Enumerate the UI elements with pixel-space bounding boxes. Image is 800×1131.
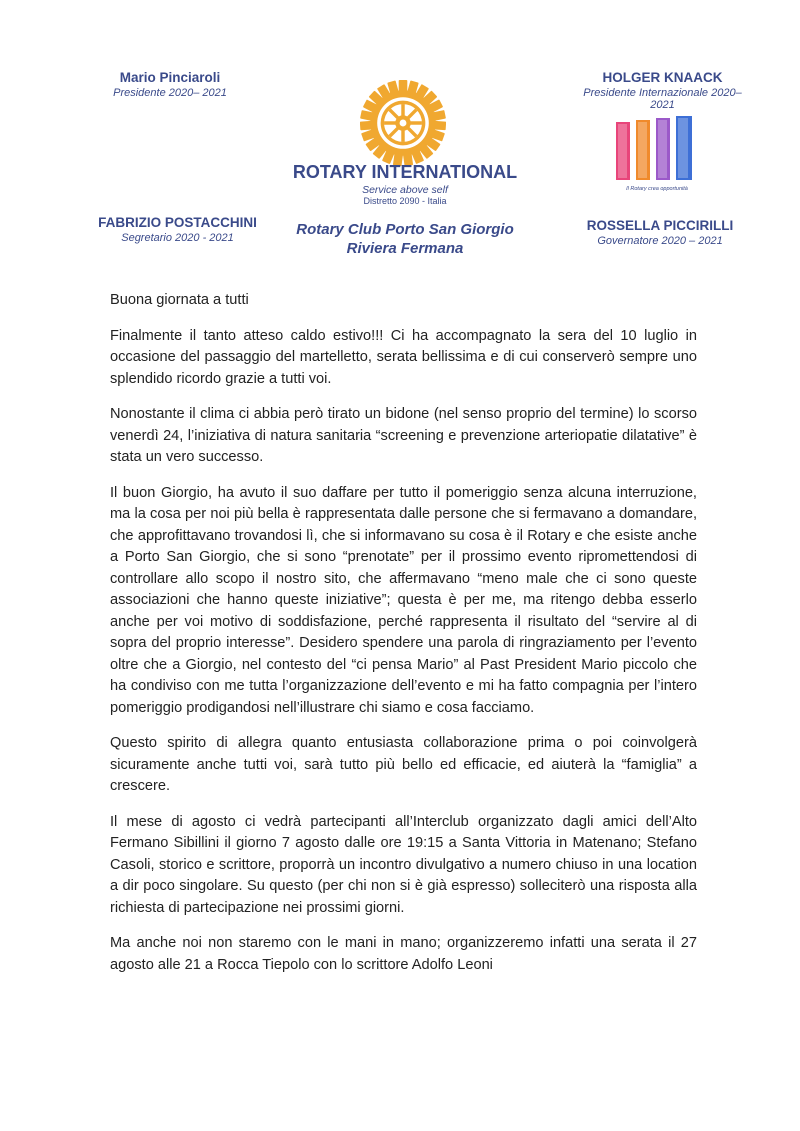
organization-name: ROTARY INTERNATIONAL bbox=[292, 162, 518, 182]
club-name-line1: Rotary Club Porto San Giorgio bbox=[296, 221, 514, 238]
secretary-name: FABRIZIO POSTACCHINI bbox=[98, 215, 257, 230]
club-name bbox=[270, 220, 540, 258]
letter-body bbox=[110, 290, 697, 990]
international-president-block bbox=[570, 70, 755, 111]
governor-role: Governatore 2020 – 2021 bbox=[597, 235, 723, 247]
paragraph: Il buon Giorgio, ha avuto il suo daffare per tutto il pomeriggio senza alcuna interruzione, ma la cosa per noi più bella è rappresentata dalle persone che si fermavano a domandare, che approfittavano trovandosi lì, che si informavano su cosa è il Rotary e che esiste anche a Porto San Giorgio, che si sono “prenotate” per il prossimo evento ripromettendosi di controllare allo scopo il nostro sito, che affermavano “meno male che ci sono queste associazioni che hanno queste iniziative”; questa è per me, ma ritengo debba esserlo anche per voi motivo di soddisfazione, perché rappresenta il risultato del “servire al di sopra del proprio interesse”. Desidero spendere una parola di ringraziamento per l’evento oltre che a Giorgio, nel contesto del “ci pensa Mario” al Past President Mario piccolo che ha condiviso con me tutta l’organizzazione dell’evento e mi ha fatto compagnia per l’intero pomeriggio prodigandosi nell’illustrare chi siamo e cosa facciamo. bbox=[110, 484, 697, 716]
governor-block bbox=[560, 218, 760, 247]
paragraph: Questo spirito di allegra quanto entusiasta collaborazione prima o poi coinvolgerà sicuramente anche tutti voi, sarà tutto più bello ed efficacie, ed aiuterà la “famiglia” a crescere. bbox=[110, 735, 697, 794]
club-name-line2: Riviera Fermana bbox=[346, 240, 464, 257]
governor-name: ROSSELLA PICCIRILLI bbox=[586, 218, 734, 233]
colored-doors-icon bbox=[612, 112, 702, 184]
paragraph: Il mese di agosto ci vedrà partecipanti all’Interclub organizzato dagli amici dell’Alto Fermano Sibillini il giorno 7 agosto dalle ore 19:15 a Santa Vittoria in Matenano; Stefano Casoli, storico e scrittore, proporrà un incontro divulgativo a numero chiuso in una location a dir poco singolare. Su questo (per chi non si è già espresso) solleciterò una risposta alla richiesta di partecipazione nei prossimi giorni. bbox=[110, 813, 697, 916]
president-role: Presidente 2020– 2021 bbox=[113, 87, 227, 99]
doors-caption: Il Rotary crea opportunità bbox=[626, 186, 688, 192]
secretary-block bbox=[85, 215, 270, 244]
secretary-role: Segretario 2020 - 2021 bbox=[121, 232, 234, 244]
paragraph: Finalmente il tanto atteso caldo estivo!!! Ci ha accompagnato la sera del 10 luglio in occasione del passaggio del martelletto, serata bellissima e di cui conserverò sempre uno splendido ricordo grazie a tutti voi. bbox=[110, 327, 697, 387]
paragraph: Ma anche noi non staremo con le mani in mano; organizzeremo infatti una serata il 27 agosto alle 21 a Rocca Tiepolo con lo scrittore Adolfo Leoni bbox=[110, 935, 697, 973]
international-president-role: Presidente Internazionale 2020– 2021 bbox=[583, 87, 742, 111]
greeting: Buona giornata a tutti bbox=[110, 292, 249, 308]
international-president-name: HOLGER KNAACK bbox=[602, 70, 723, 85]
rotary-wheel-icon bbox=[360, 80, 446, 166]
president-block bbox=[95, 70, 245, 99]
president-name: Mario Pinciaroli bbox=[119, 70, 221, 85]
district: Distretto 2090 - Italia bbox=[363, 196, 447, 206]
paragraph: Nonostante il clima ci abbia però tirato un bidone (nel senso proprio del termine) lo scorso venerdì 24, l’iniziativa di natura sanitaria “screening e prevenzione arteriopatie dilatative” è stata un vero successo. bbox=[110, 406, 697, 465]
motto: Service above self bbox=[362, 184, 448, 196]
